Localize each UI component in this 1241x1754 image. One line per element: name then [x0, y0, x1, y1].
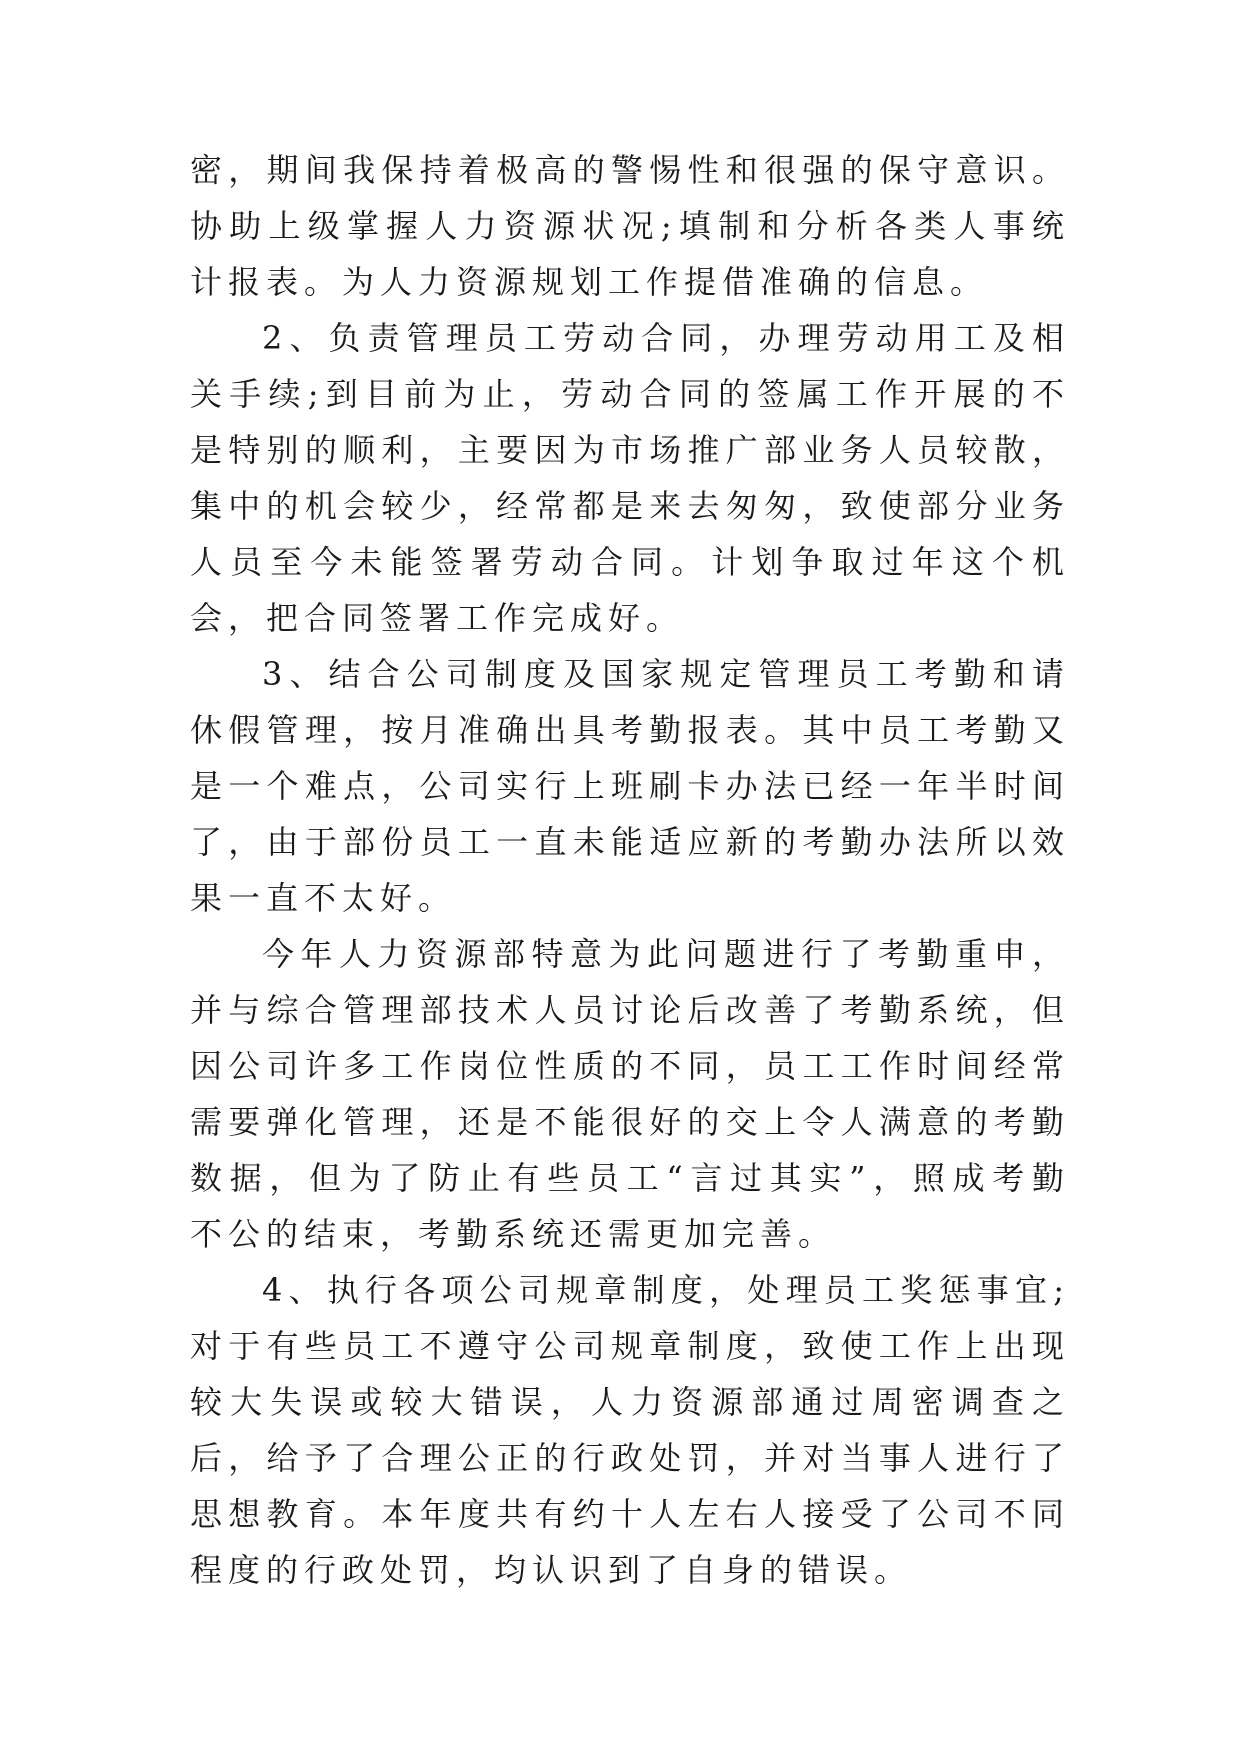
paragraph-1: 密，期间我保持着极高的警惕性和很强的保守意识。协助上级掌握人力资源状况;填制和分析各类人事统计报表。为人力资源规划工作提借准确的信息。	[190, 151, 1070, 301]
paragraph-2: 2、负责管理员工劳动合同，办理劳动用工及相关手续;到目前为止，劳动合同的签属工作开展的不是特别的顺利，主要因为市场推广部业务人员较散，集中的机会较少，经常都是来去匆匆，致使部分业务人员至今未能签署劳动合同。计划争取过年这个机会，把合同签署工作完成好。	[190, 319, 1070, 637]
document-body	[190, 142, 1070, 1598]
paragraph-3: 3、结合公司制度及国家规定管理员工考勤和请休假管理，按月准确出具考勤报表。其中员工考勤又是一个难点，公司实行上班刷卡办法已经一年半时间了，由于部份员工一直未能适应新的考勤办法所以效果一直不太好。	[190, 655, 1070, 917]
paragraph-4: 今年人力资源部特意为此问题进行了考勤重申，并与综合管理部技术人员讨论后改善了考勤系统，但因公司许多工作岗位性质的不同，员工工作时间经常需要弹化管理，还是不能很好的交上令人满意的考勤数据，但为了防止有些员工“言过其实”，照成考勤不公的结束，考勤系统还需更加完善。	[190, 935, 1070, 1253]
paragraph-5: 4、执行各项公司规章制度，处理员工奖惩事宜;对于有些员工不遵守公司规章制度，致使工作上出现较大失误或较大错误，人力资源部通过周密调查之后，给予了合理公正的行政处罚，并对当事人进行了思想教育。本年度共有约十人左右人接受了公司不同程度的行政处罚，均认识到了自身的错误。	[190, 1271, 1070, 1589]
